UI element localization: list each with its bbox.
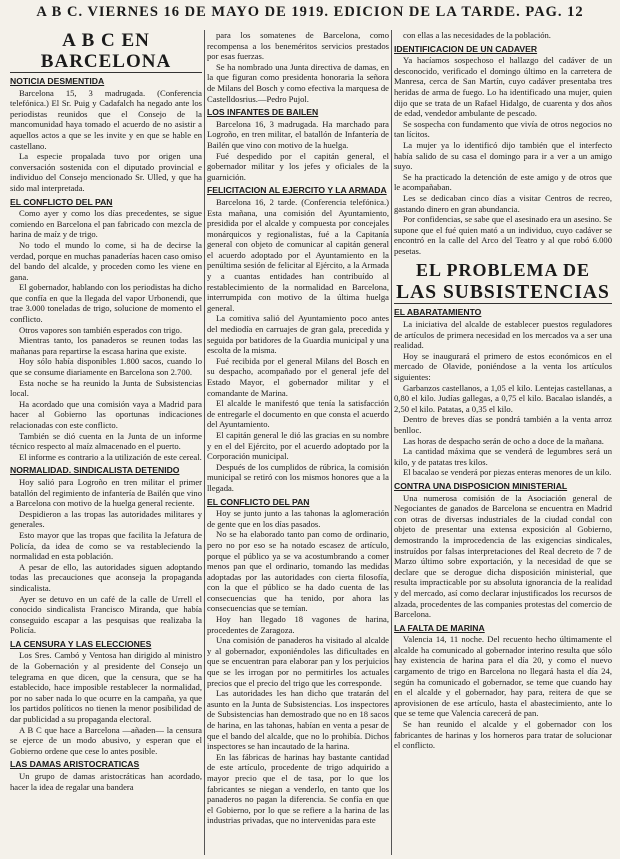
column-middle bbox=[207, 30, 389, 855]
paragraph: La cantidad máxima que se venderá de legumbres será un kilo, y de patatas tres kilos. bbox=[394, 446, 612, 467]
paragraph: Fué despedido por el capitán general, el gobernador militar y los jefes y oficiales de la guarnición. bbox=[207, 150, 389, 182]
paragraph: Un grupo de damas aristocráticas han acordado, hacer la idea de regalar una bandera bbox=[10, 771, 202, 792]
paragraph: El capitán general le dió las gracias en su nombre y en el del Ejército, por el acuerdo adoptado por la Corporación municipal. bbox=[207, 429, 389, 462]
paragraph: También se dió cuenta en la Junta de un informe técnico respecto al maíz almacenado en el puerto. bbox=[10, 430, 202, 452]
section-title: A B C EN BARCELONA bbox=[10, 30, 202, 73]
article-heading: NOTICIA DESMENTIDA bbox=[10, 76, 105, 86]
article-heading: EL ABARATAMIENTO bbox=[394, 307, 482, 318]
paragraph: El informe es contrario a la utilización de este cereal. bbox=[19, 451, 202, 462]
paragraph: Despidieron a las tropas las autoridades militares y generales. bbox=[10, 508, 202, 530]
paragraph: El gobernador, hablando con los periodistas ha dicho que confía en que la llegada del vapor Urbonendi, que trae 3.000 toneladas de trigo, solucione de momento el conflicto. bbox=[10, 282, 202, 325]
paragraph: El alcalde le manifestó que tenía la satisfacción de entregarle el documento en que consta el acuerdo del Ayuntamiento. bbox=[207, 398, 389, 430]
paragraph: Barcelona 15, 3 madrugada. (Conferencia telefónica.) El Sr. Puig y Cadafalch ha negado ante los periodistas reunidos que el Consejo de la mancomunidad haya tomado el acuerdo de no asistir a aquellos actos a que se les invite y en que se hable en castellano. bbox=[10, 87, 202, 151]
paragraph: El bacalao se venderá por piezas enteras menores de un kilo. bbox=[403, 467, 612, 478]
column-right bbox=[394, 30, 612, 855]
section-title: LAS SUBSISTENCIAS bbox=[394, 282, 612, 304]
column-divider bbox=[391, 30, 392, 855]
paragraph: Hoy sólo había disponibles 1.800 sacos, cuando lo que se consume diariamente en Barcelona son 2.700. bbox=[10, 356, 202, 378]
paragraph: Como ayer y como los días precedentes, se sigue comiendo en Barcelona el pan fabricado con mezcla de harina de maíz y de trigo. bbox=[10, 208, 202, 240]
paragraph: Los Sres. Cambó y Ventosa han dirigido al ministro de la Gobernación y al presidente del Consejo un telegrama en que dicen, que la censura, que se ha establecido, hace imposible restablecer la normalidad, por no saber nada lo que ocurre en la campaña, ya que los partidos políticos no tienen la menor posibilidad de dar publicidad a su propaganda electoral. bbox=[10, 650, 202, 725]
paragraph: con ellas a las necesidades de la población. bbox=[403, 30, 551, 40]
paragraph: Por confidencias, se sabe que el asesinado era un asesino. Se supone que el fué quien mató a un individuo, cuyo cadáver se encontró en la calle del Arco del Teatro y al que robó 6.000 pesetas. bbox=[394, 214, 612, 256]
article-heading: LA FALTA DE MARINA bbox=[394, 622, 485, 633]
paragraph: Fué recibida por el general Milans del Bosch en su despacho, acompañado por el general jefe del Estado Mayor, el gobernador militar y el comandante de Marina. bbox=[207, 355, 389, 398]
paragraph: Ya hacíamos sospechoso el hallazgo del cadáver de un desconocido, verificado el domingo último en la carretera de Manresa, cerca de San Martín, cuyo cadáver presentaba tres heridas de arma de fuego. Lo ha identificado una mujer, quien dijo que se trata de un Rafael Hidalgo, de cuarenta y dos años de edad, vendedor ambulante de pescado. bbox=[394, 55, 612, 119]
paragraph: La iniciativa del alcalde de establecer puestos reguladores de artículos de primera necesidad en los mercados va a ser una realidad. bbox=[394, 319, 612, 351]
paragraph: Ha acordado que una comisión vaya a Madrid para hacer al Gobierno las oportunas indicaciones relacionadas con este conflicto. bbox=[10, 398, 202, 430]
paragraph: Una comisión de panaderos ha visitado al alcalde y al gobernador, exponiéndoles las dificultades en que se encuentran para elaborar pan y los perjuicios que se les irrogan por no permitirles los actuales precios que el precio del trigo que les corresponde. bbox=[207, 635, 389, 688]
paragraph: A pesar de ello, las autoridades siguen adoptando todas las precauciones que aconseja la propaganda sindicalista. bbox=[10, 561, 202, 593]
paragraph: La mujer ya lo identificó dijo también que el interfecto había salido de su casa el domingo para ir a ver a un amigo suyo. bbox=[394, 139, 612, 172]
paragraph: En las fábricas de harinas hay bastante cantidad de este artículo, procedente de trigo adquirido a mayor precio que el de tasa, por lo que los fabricantes se niegan a venderlo, en tanto que los panaderos no pagan la diferencia. Se confía en que el Gobierno, por lo que se refiere a la harina de las industrias privadas, que no intervenidas para este bbox=[207, 751, 389, 826]
paragraph: Dentro de breves días se pondrá también a la venta arroz benlloc. bbox=[394, 414, 612, 435]
paragraph: Hoy han llegado 18 vagones de harina, procedentes de Zaragoza. bbox=[207, 614, 389, 635]
paragraph: Se ha nombrado una Junta directiva de damas, en la que figuran como presidenta honoraria la señora de Milans del Bosch y como efectiva la marquesa de Castelldosrius.—Pedro Pujol. bbox=[207, 61, 389, 104]
paragraph: A B C que hace a Barcelona —añaden— la censura se ejerce de un modo abusivo, y esperan que el Gobierno ordene que cese lo antes posible. bbox=[10, 724, 202, 756]
section-title: EL PROBLEMA DE bbox=[415, 260, 591, 281]
paragraph: No todo el mundo lo come, si ha de decirse la verdad, porque en muchas panaderías hacen caso omiso del bando del alcalde, y proceden como les viene en gana. bbox=[10, 239, 202, 282]
article-heading: LOS INFANTES DE BAILEN bbox=[207, 107, 319, 118]
article-heading: EL CONFLICTO DEL PAN bbox=[10, 196, 113, 207]
paragraph: La comitiva salió del Ayuntamiento poco antes del mediodía en carruajes de gran gala, precedida y seguida por batidores de la Guardia municipal y una escolta de la misma. bbox=[207, 313, 389, 356]
paragraph: Las horas de despacho serán de ocho a doce de la mañana. bbox=[403, 435, 604, 446]
paragraph: Barcelona 16, 2 tarde. (Conferencia telefónica.) Esta mañana, una comisión del Ayuntamiento, presidida por el alcalde y compuesta por concejales monárquicos y regionalistas, fué a la Capitanía general con objeto de comunicar al capitán general el acuerdo adoptado por el Ayuntamiento en la penúltima sesión de felicitar al Ejército, a la Armada y a cuantas entidades han contribuído al restablecimiento de la normalidad en Barcelona, interrumpida con motivo de la última huelga general. bbox=[207, 196, 389, 313]
paragraph: Hoy se inaugurará el primero de estos económicos en el mercado de Olavide, poniéndose a la venta los artículos siguientes: bbox=[394, 350, 612, 383]
paragraph: Después de los cumplidos de rúbrica, la comisión municipal se retiró con los mismos honores que a la llegada. bbox=[207, 461, 389, 493]
paragraph: Se sospecha con fundamento que vivía de otros negocios no tan lícitos. bbox=[394, 118, 612, 140]
article-heading: EL CONFLICTO DEL PAN bbox=[207, 496, 310, 507]
paragraph: Ayer se detuvo en un café de la calle de Urrell el conocido sindicalista Francisco Miranda, que había conseguido escapar a las pesquisas que realizaba la Policía. bbox=[10, 593, 202, 636]
article-heading: LAS DAMAS ARISTOCRATICAS bbox=[10, 759, 140, 770]
paragraph: Esto mayor que las tropas que facilita la Jefatura de Policía, da idea de como se va restableciendo la normalidad en esta población. bbox=[10, 529, 202, 562]
column-divider bbox=[204, 30, 205, 855]
paragraph: Las autoridades les han dicho que tratarán del asunto en la Junta de Subsistencias. Los inspectores de Subsistencias han demostrado que no en 18 sacos de harina, en las tahonas, habían en venta a pesar de que el bando del alcalde, que no lo prohibía. Dichos inspectores se han incautado de la harina. bbox=[207, 688, 389, 752]
article-heading: LA CENSURA Y LAS ELECCIONES bbox=[10, 638, 152, 649]
paragraph: Esta noche se ha reunido la Junta de Subsistencias local. bbox=[10, 377, 202, 399]
paragraph: Hoy se junto junto a las tahonas la aglomeración de gente que en los días pasados. bbox=[207, 508, 389, 529]
paragraph: Otros vapores son también esperados con trigo. bbox=[19, 324, 183, 335]
paragraph: Se han reunido el alcalde y el gobernador con los fabricantes de harinas y los horneros para tratar de solucionar el conflicto. bbox=[394, 719, 612, 751]
paragraph: Barcelona 16, 3 madrugada. Ha marchado para Logroño, en tren militar, el batallón de Infantería de Bailén que vino con motivo de la huelga. bbox=[207, 118, 389, 150]
paragraph: Garbanzos castellanos, a 1,05 el kilo. Lentejas castellanas, a 0,80 el kilo. Judías gallegas, a 0,75 el kilo. Bacalao islandés, a 2,50 el kilo. Patatas, a 0,35 el kilo. bbox=[394, 382, 612, 414]
paragraph: No se ha elaborado tanto pan como de ordinario, pero no por eso se ha notado escasez de artículo, porque el público ya se va acostumbrando a comer menos pan que el ordinario, tomando las medidas adoptadas por las autoridades con cierta filosofía, con la que el público se ha dado cuenta de las consecuencias que ha tenido, por ahora las consecuencias que se temían. bbox=[207, 529, 389, 614]
article-heading: FELICITACION AL EJERCITO Y LA ARMADA bbox=[207, 185, 387, 196]
paragraph: Valencia 14, 11 noche. Del recuento hecho últimamente el alcalde ha comunicado al gobernador interino resulta que sólo hay existencia de harina para el día 20, y como el nuevo cargamento de trigo en Barcelona no llegará hasta el día 24, según ha comunicado el gobernador, se teme que cuando hay en el alcalde y el gobernador, hay para, reitera de que se aprovisionen de ese artículo, hasta el abastecimiento, ante lo que se teme que Valencia carecerá de pan. bbox=[394, 634, 612, 719]
paragraph: Mientras tanto, los panaderos se reunen todas las mañanas para repartirse la escasa harina que existe. bbox=[10, 335, 202, 356]
paragraph: para los somatenes de Barcelona, como recompensa a los beneméritos servicios prestados por esas fuerzas. bbox=[207, 30, 389, 62]
paragraph: Se ha practicado la detención de este amigo y de otros que le acompañaban. bbox=[394, 171, 612, 193]
paragraph: Les se dedicaban cinco días a visitar Centros de recreo, gastando dinero en gran abundancia. bbox=[394, 192, 612, 214]
page-header: A B C. VIERNES 16 DE MAYO DE 1919. EDICION DE LA TARDE. PAG. 12 bbox=[36, 4, 584, 20]
paragraph: La especie propalada tuvo por origen una conversación sostenida con el diputado provincial e individuo del Consejo mencionado Sr. Ulled, y que ha sido mal interpretada. bbox=[10, 151, 202, 193]
article-heading: CONTRA UNA DISPOSICION MINISTERIAL bbox=[394, 480, 568, 491]
column-left bbox=[10, 30, 202, 855]
article-heading: IDENTIFICACION DE UN CADAVER bbox=[394, 43, 538, 54]
paragraph: Hoy salió para Logroño en tren militar el primer batallón del regimiento de infantería de Bailén que vino a Barcelona con motivo de la huelga general reciente. bbox=[10, 476, 202, 509]
article-heading: NORMALIDAD. SINDICALISTA DETENIDO bbox=[10, 465, 180, 476]
paragraph: Una numerosa comisión de la Asociación general de Negociantes de ganados de Barcelona se encuentra en Madrid con otras de diversas industriales de la ciudad condal con objeto de presentar una extensa exposición al Gobierno, demostrando la improcedencia de las exigencias sindicales, instruídos por falsas interpretaciones del Real decreto de 7 de Marzo último sobre exportación, y la necesidad de que se declare que se derogue dicha disposición ministerial, que resulta impracticable por su absoluta ignorancia de la realidad y del mercado, así como declarar injustificados los recursos de alzada, procedentes de las companies protestas del comercio de Barcelona. bbox=[394, 492, 612, 620]
